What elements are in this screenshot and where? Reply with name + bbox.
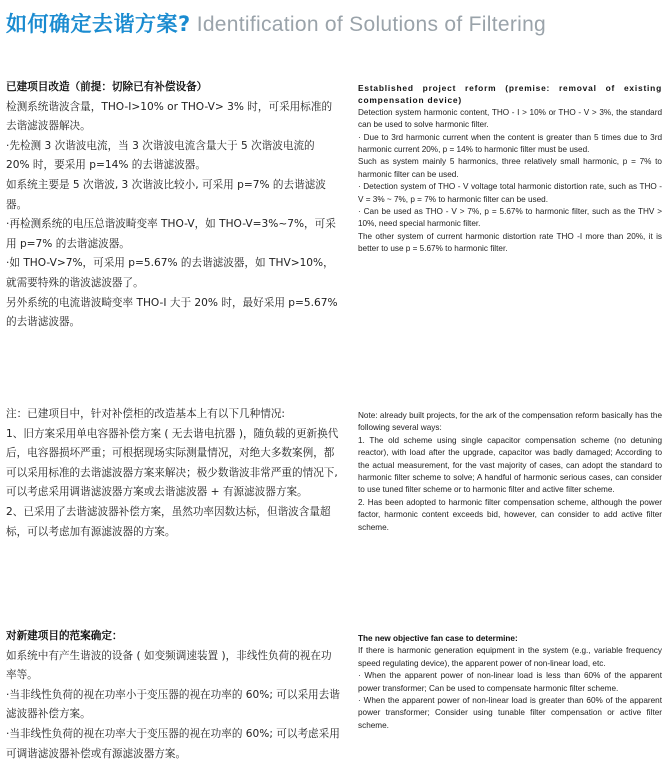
section1-cn-paragraph: ·再检测系统的电压总谐波畸变率 THO-V，如 THO-V=3%~7%，可采用 p=7% 的去谐滤波器。: [6, 218, 336, 250]
page-title-cn: 如何确定去谐方案?: [6, 12, 191, 36]
section3-en-paragraph: · When the apparent power of non-linear load is less than 60% of the apparent power transformer; Can be used to compensate harmonic filter scheme.: [358, 671, 662, 693]
section1-cn-paragraph: 另外系统的电流谐波畸变率 THO-I 大于 20% 时，最好采用 p=5.67% 的去谐滤波器。: [6, 296, 338, 329]
section1-en-paragraph: Detection system harmonic content, THO - I > 10% or THO - V > 3%, the standard can be used to solve harmonic filter.: [358, 107, 662, 130]
section3-cn-paragraph: 如系统中有产生谐波的设备 ( 如变频调速装置 )，非线性负荷的视在功率等。: [6, 649, 332, 682]
section3-en-paragraph: · When the apparent power of non-linear load is greater than 60% of the apparent power transformer; Consider using tunable filter compensation or active filter scheme.: [358, 696, 662, 730]
section3-cn-heading: 对新建项目的范案确定：: [6, 630, 123, 642]
section1-en-heading: Established project reform (premise: removal of existing compensation device): [358, 83, 662, 106]
section3-en-paragraph: If there is harmonic generation equipment in the system (e.g., variable frequency speed regulating device), the apparent power of non-linear load, etc.: [358, 646, 662, 668]
section3-en: [358, 633, 662, 781]
section1-en: [358, 82, 662, 292]
section1-cn-paragraph: 检测系统谐波含量，THO-I>10% or THO-V> 3% 时，可采用标准的去谐滤波器解决。: [6, 100, 333, 133]
section3-cn-paragraph: ·当非线性负荷的视在功率大于变压器的视在功率的 60%; 可以考虑采用可调谐滤波器补偿或有源滤波器方案。: [6, 727, 340, 760]
page-title-en: Identification of Solutions of Filtering: [196, 13, 547, 36]
section2-en-paragraph: 2. Has been adopted to harmonic filter compensation scheme, although the power factor, harmonic content exceeds bid, however, can consider to add active filter scheme.: [358, 497, 662, 532]
section1-cn: [6, 78, 340, 338]
section3-en-heading: The new objective fan case to determine:: [358, 634, 518, 643]
section2-cn-paragraph: 1、旧方案采用单电容器补偿方案 ( 无去谐电抗器 )，随负载的更新换代后，电容器损坏严重；可根据现场实际测量情况，对绝大多数案例，都可以采用标准的去谐滤波器方案来解决；极少数谐波非常严重的情况下, 可以考虑采用调谐滤波器方案或去谐滤波器 + 有源滤波器方案。: [6, 427, 339, 499]
section1-en-paragraph: · Detection system of THO - V voltage total harmonic distortion rate, such as THO - V = 3% ~ 7%, p = 7% to harmonic filter can be used.: [358, 182, 662, 204]
section1-en-paragraph: · Due to 3rd harmonic current when the content is greater than 5 times due to 3rd harmonic current 20%, p = 14% to harmonic filter must be used.: [358, 132, 662, 155]
page-header: [6, 8, 546, 38]
section1-cn-paragraph: ·如 THO-V>7%，可采用 p=5.67% 的去谐滤波器，如 THV>10%，就需要特殊的谐波滤波器了。: [6, 257, 334, 289]
section3-cn-paragraph: ·当非线性负荷的视在功率小于变压器的视在功率的 60%; 可以采用去谐滤波器补偿方案。: [6, 688, 340, 721]
section1-en-paragraph: Such as system mainly 5 harmonics, three relatively small harmonic, p = 7% to harmonic filter can be used.: [358, 157, 662, 179]
section1-cn-paragraph: ·先检测 3 次谐波电流，当 3 次谐波电流含量大于 5 次谐波电流的 20% 时，要采用 p=14% 的去谐滤波器。: [6, 139, 315, 172]
section3-cn: [6, 627, 340, 777]
section1-en-paragraph: · Can be used as THO - V > 7%, p = 5.67% to harmonic filter, such as the THV > 10%, need special harmonic filter.: [358, 207, 662, 229]
section1-cn-paragraph: 如系统主要是 5 次谐波, 3 次谐波比较小, 可采用 p=7% 的去谐滤波器。: [6, 178, 326, 211]
section2-en: [358, 410, 662, 590]
section2-en-paragraph: 1. The old scheme using single capacitor compensation scheme (no detuning reactor), with load after the upgrade, capacitor was badly damaged; According to the actual measurement, for the vast majority of cases, can adopt the standard to harmonic filter scheme to solve; A handful of harmonic serious cases, can consider to use tuned filter scheme or to harmonic filter and active filter scheme.: [358, 435, 662, 495]
section2-cn: [6, 405, 340, 545]
section2-en-paragraph: Note: already built projects, for the ark of the compensation reform basically has the following several ways:: [358, 411, 662, 433]
section2-cn-paragraph: 注：已建项目中，针对补偿柜的改造基本上有以下几种情况:: [6, 408, 286, 420]
section1-en-paragraph: The other system of current harmonic distortion rate THO -I more than 20%, it is better to use p = 5.67% to harmonic filter.: [358, 231, 662, 254]
section2-cn-paragraph: 2、已采用了去谐滤波器补偿方案，虽然功率因数达标，但谐波含量超标，可以考虑加有源滤波器的方案。: [6, 505, 331, 538]
section1-cn-heading: 已建项目改造（前提：切除已有补偿设备）: [6, 81, 208, 93]
